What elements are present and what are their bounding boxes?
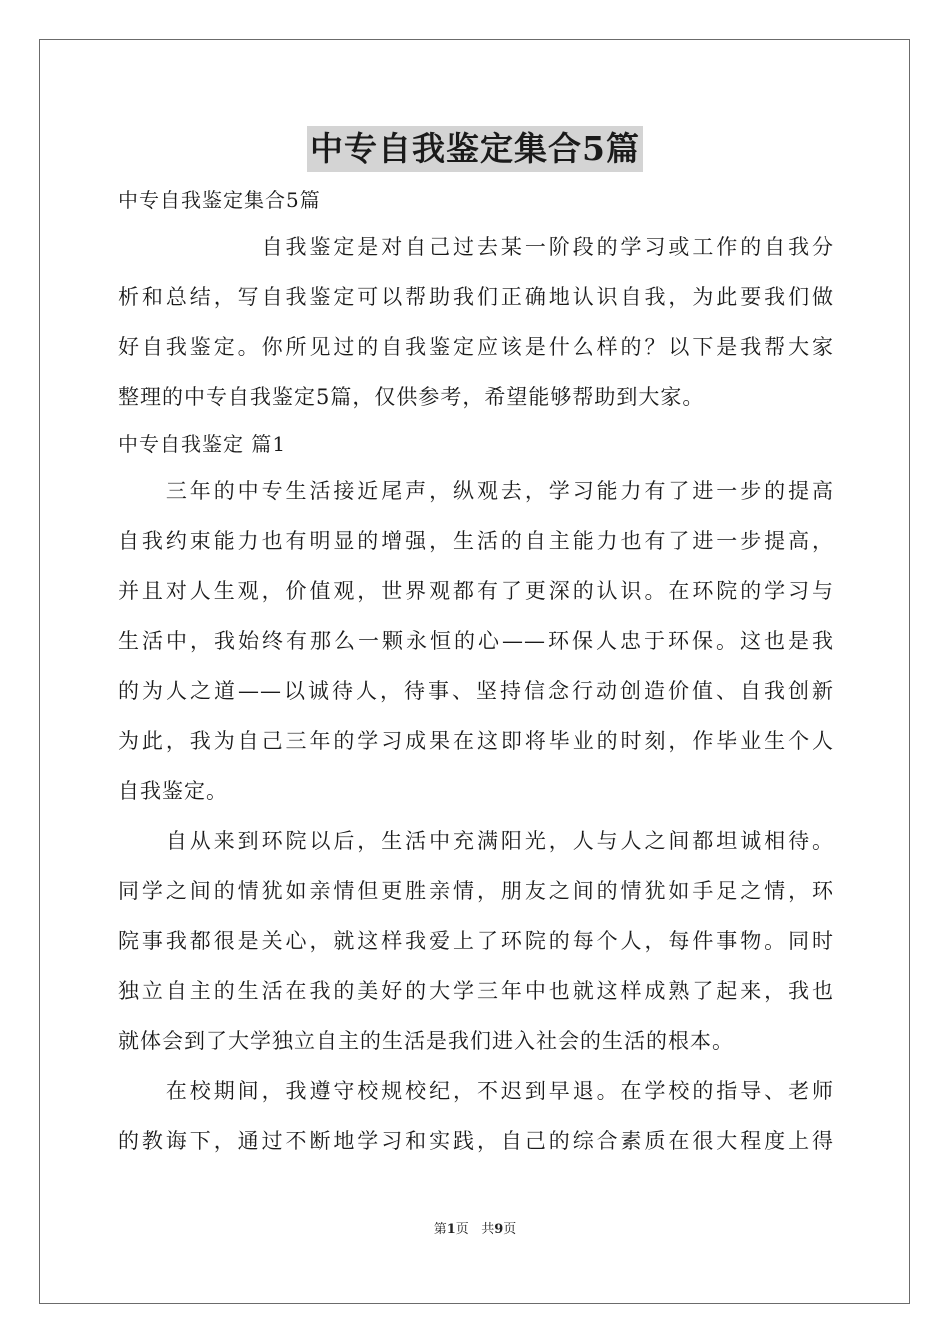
- text-line: 三年的中专生活接近尾声，纵观去，学习能力有了进一步的提高: [118, 479, 834, 503]
- title-container: [0, 126, 950, 172]
- text-line: 好自我鉴定。你所见过的自我鉴定应该是什么样的？以下是我帮大家: [118, 335, 834, 359]
- total-pages: 9: [494, 1222, 504, 1237]
- document-title: 中专自我鉴定集合5篇: [307, 126, 643, 172]
- page-number: 1: [446, 1222, 456, 1237]
- text-line: 为此，我为自己三年的学习成果在这即将毕业的时刻，作毕业生个人: [118, 729, 834, 753]
- text-line: 自我约束能力也有明显的增强，生活的自主能力也有了进一步提高，: [118, 529, 834, 553]
- page-footer: [0, 1218, 950, 1237]
- section-heading: 中专自我鉴定 篇1: [118, 432, 287, 456]
- section-heading: 中专自我鉴定集合5篇: [118, 188, 321, 212]
- text-line: 自我鉴定是对自己过去某一阶段的学习或工作的自我分: [118, 235, 834, 259]
- document-body: [118, 178, 834, 1166]
- text-line: 并且对人生观，价值观，世界观都有了更深的认识。在环院的学习与: [118, 579, 834, 603]
- text-line: 的教诲下，通过不断地学习和实践，自己的综合素质在很大程度上得: [118, 1129, 834, 1153]
- text-line: 整理的中专自我鉴定5篇，仅供参考，希望能够帮助到大家。: [118, 385, 705, 409]
- text-line: 就体会到了大学独立自主的生活是我们进入社会的生活的根本。: [118, 1029, 734, 1053]
- text-line: 生活中，我始终有那么一颗永恒的心——环保人忠于环保。这也是我: [118, 629, 834, 653]
- total-prefix: 共: [481, 1222, 495, 1237]
- page-suffix: 页: [455, 1222, 469, 1237]
- text-line: 独立自主的生活在我的美好的大学三年中也就这样成熟了起来，我也: [118, 979, 834, 1003]
- text-line: 同学之间的情犹如亲情但更胜亲情，朋友之间的情犹如手足之情，环: [118, 879, 834, 903]
- page-prefix: 第: [433, 1222, 447, 1237]
- text-line: 自从来到环院以后，生活中充满阳光，人与人之间都坦诚相待。: [118, 829, 834, 853]
- text-line: 的为人之道——以诚待人，待事、坚持信念行动创造价值、自我创新: [118, 679, 834, 703]
- text-line: 院事我都很是关心，就这样我爱上了环院的每个人，每件事物。同时: [118, 929, 834, 953]
- total-suffix: 页: [503, 1222, 517, 1237]
- text-line: 自我鉴定。: [118, 779, 228, 803]
- text-line: 在校期间，我遵守校规校纪，不迟到早退。在学校的指导、老师: [118, 1079, 834, 1103]
- text-line: 析和总结，写自我鉴定可以帮助我们正确地认识自我，为此要我们做: [118, 285, 834, 309]
